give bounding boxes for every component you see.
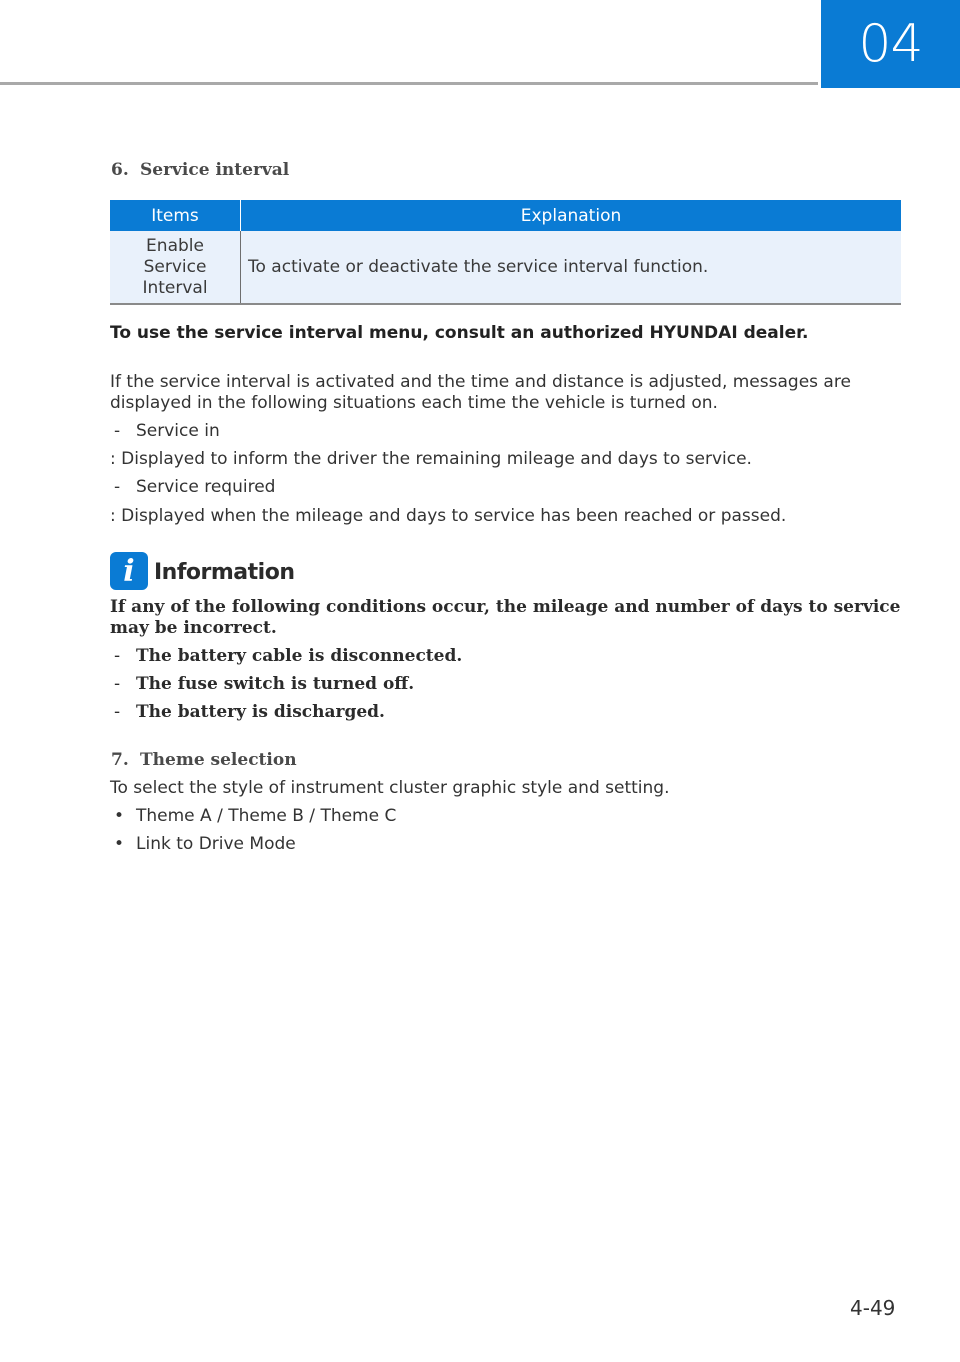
bullet-mark: • <box>114 834 125 854</box>
list-item <box>110 421 220 441</box>
table-row <box>110 231 901 304</box>
information-title: Information <box>154 560 295 585</box>
table-header-row <box>110 200 901 231</box>
list-item <box>110 806 396 826</box>
section-7-number: 7. <box>111 750 129 770</box>
bullet-text: Theme A / Theme B / Theme C <box>136 806 397 826</box>
list-item-label: Service in <box>136 421 220 441</box>
dash-mark: - <box>114 477 121 497</box>
header-rule <box>0 82 818 85</box>
section-6-title: Service interval <box>140 160 290 180</box>
list-item <box>110 702 385 722</box>
theme-intro: To select the style of instrument cluster graphic style and setting. <box>110 778 670 798</box>
table-header-items: Items <box>110 200 241 231</box>
bullet-mark: • <box>114 806 125 826</box>
section-7-title: Theme selection <box>140 750 297 770</box>
list-item-desc: : Displayed to inform the driver the remaining mileage and days to service. <box>110 449 752 469</box>
list-item <box>110 477 275 497</box>
information-text: If any of the following conditions occur, the mileage and number of days to service may be incorrect. <box>110 597 901 638</box>
list-item <box>110 834 296 854</box>
list-item-desc: : Displayed when the mileage and days to service has been reached or passed. <box>110 506 787 526</box>
dash-mark: - <box>114 421 121 441</box>
dealer-note: To use the service interval menu, consult an authorized HYUNDAI dealer. <box>110 323 809 343</box>
condition-text: The fuse switch is turned off. <box>136 674 415 694</box>
chapter-tab: 04 <box>821 0 960 88</box>
dash-mark: - <box>114 702 121 722</box>
page-number: 4-49 <box>850 1296 896 1320</box>
table-cell-item: Enable Service Interval <box>110 231 241 304</box>
condition-text: The battery cable is disconnected. <box>136 646 463 666</box>
table-header-explanation: Explanation <box>241 200 902 231</box>
information-icon: i <box>110 552 148 590</box>
table-cell-explanation: To activate or deactivate the service interval function. <box>241 231 902 304</box>
section-6-number: 6. <box>111 160 129 180</box>
bullet-text: Link to Drive Mode <box>136 834 296 854</box>
dash-mark: - <box>114 674 121 694</box>
service-interval-intro: If the service interval is activated and the time and distance is adjusted, messages are displayed in the following situations each time the vehicle is turned on. <box>110 372 851 413</box>
section-6-heading <box>111 160 289 180</box>
list-item <box>110 646 462 666</box>
dash-mark: - <box>114 646 121 666</box>
list-item <box>110 674 414 694</box>
condition-text: The battery is discharged. <box>136 702 385 722</box>
service-interval-table <box>110 200 901 305</box>
list-item-label: Service required <box>136 477 276 497</box>
section-7-heading <box>111 750 297 770</box>
